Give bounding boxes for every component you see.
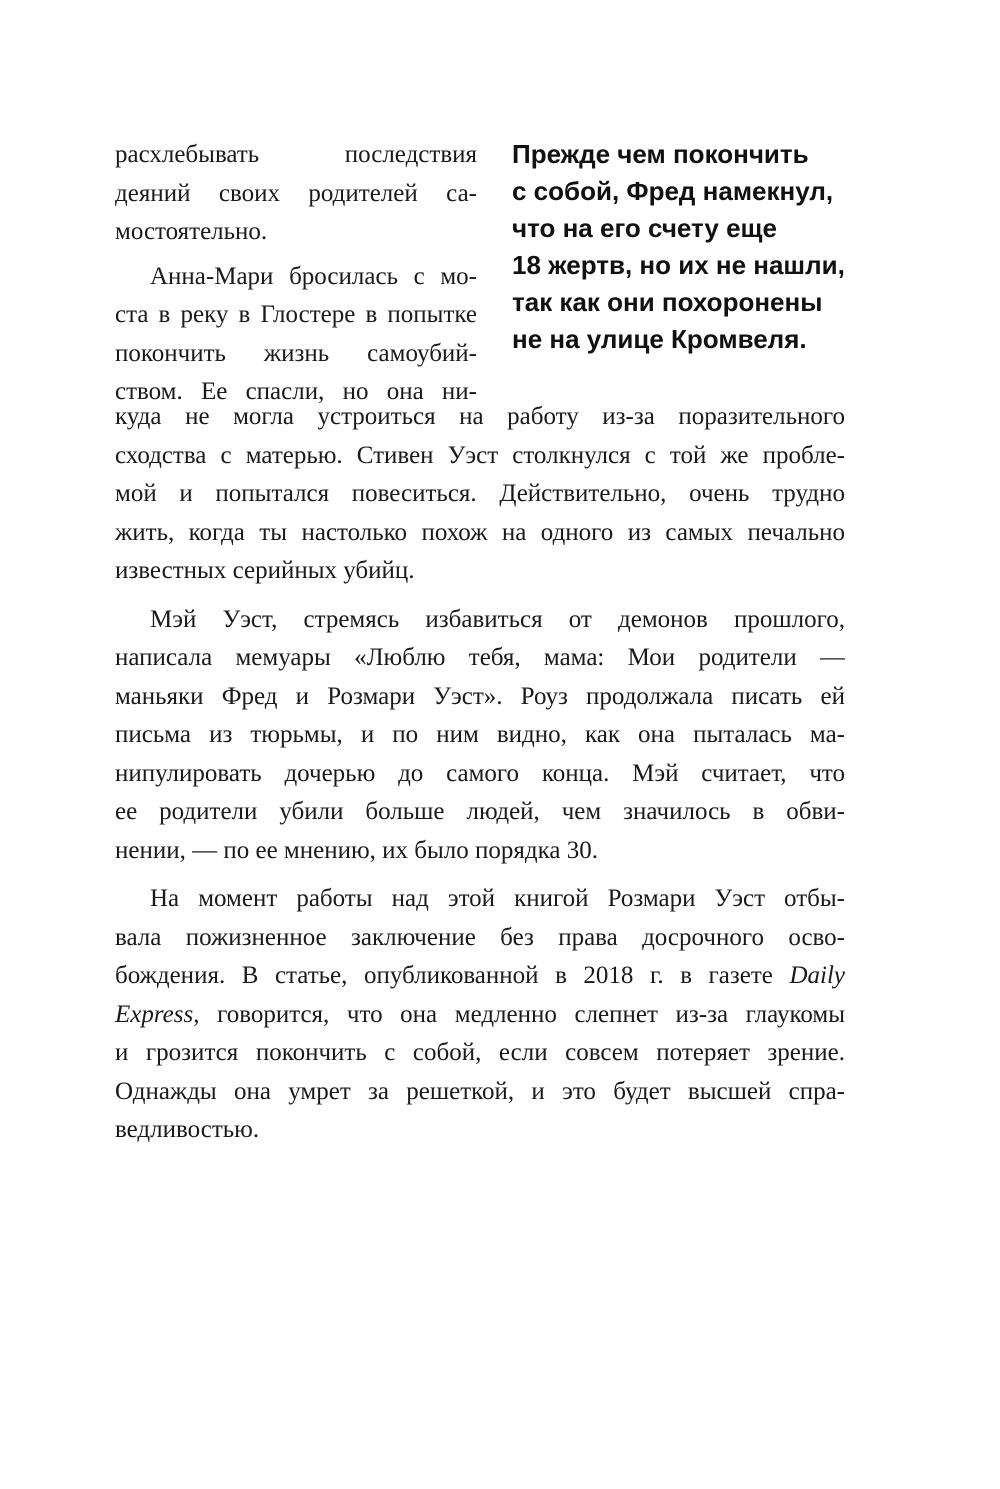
text-line: ста в реку в Глостере в попытке (115, 301, 477, 328)
pull-quote-line: что на его счету еще (512, 213, 777, 243)
text-line: На момент работы над этой книгой Розмари Уэст отбы- (150, 885, 845, 912)
text-line: вала пожизненное заключение без права досрочного осво- (115, 923, 845, 951)
text-line: нипулировать дочерью до самого конца. Мэй считает, что (115, 759, 845, 787)
text-line: написала мемуары «Люблю тебя, мама: Мои родители — (115, 644, 845, 671)
text-line: Однажды она умрет за решеткой, и это будет высшей спра- (115, 1077, 845, 1105)
left-column-text (115, 136, 477, 412)
text-line: ством. Ее спасли, но она ни- (115, 378, 477, 405)
text-line (115, 957, 845, 996)
text-segment: , говорится, что она медленно слепнет из-за глаукомы (193, 1000, 845, 1028)
newspaper-name: Daily (789, 962, 845, 989)
text-segment: бождения. В статье, опубликованной в 2018 г. в газете (115, 962, 790, 989)
text-line: нении, — по ее мнению, их было порядка 30. (115, 836, 598, 864)
text-line: Мэй Уэст, стремясь избавиться от демонов прошлого, (150, 605, 845, 633)
text-line: Анна-Мари бросилась с мо- (150, 262, 477, 290)
text-line: известных серийных убийц. (115, 557, 415, 584)
pull-quote-line: с собой, Фред намекнул, (512, 176, 834, 206)
pull-quote-line: 18 жертв, но их не нашли, (512, 250, 845, 280)
paragraph (115, 398, 845, 591)
text-line: мой и попытался повеситься. Действительно, очень трудно (115, 480, 845, 507)
text-line: расхлебывать последствия (115, 141, 477, 168)
text-line: ведливостью. (115, 1116, 260, 1143)
text-line: мостоятельно. (115, 218, 268, 245)
text-line: сходства с матерью. Стивен Уэст столкнулся с той же пробле- (115, 441, 845, 469)
text-line: и грозится покончить с собой, если совсем потеряет зрение. (115, 1039, 845, 1066)
text-line: куда не могла устроиться на работу из-за поразительного (115, 403, 845, 430)
text-line: жить, когда ты настолько похож на одного из самых печально (115, 518, 845, 546)
text-line: ее родители убили больше людей, чем значилось в обви- (115, 798, 845, 825)
paragraph (115, 880, 845, 1150)
pull-quote-line: так как они похоронены (512, 287, 823, 317)
pull-quote-line: не на улице Кромвеля. (512, 324, 807, 354)
pull-quote-line: Прежде чем покончить (512, 139, 809, 169)
main-text (115, 398, 845, 1150)
paragraph (115, 601, 845, 871)
text-line: деяний своих родителей са- (115, 179, 477, 207)
text-line: покончить жизнь самоубий- (115, 339, 477, 367)
text-line (115, 996, 845, 1035)
newspaper-name: Express (115, 1000, 194, 1028)
text-line: письма из тюрьмы, и по ним видно, как она пыталась ма- (115, 721, 845, 748)
text-line: маньяки Фред и Розмари Уэст». Роуз продолжала писать ей (115, 682, 845, 710)
pull-quote (512, 136, 902, 358)
